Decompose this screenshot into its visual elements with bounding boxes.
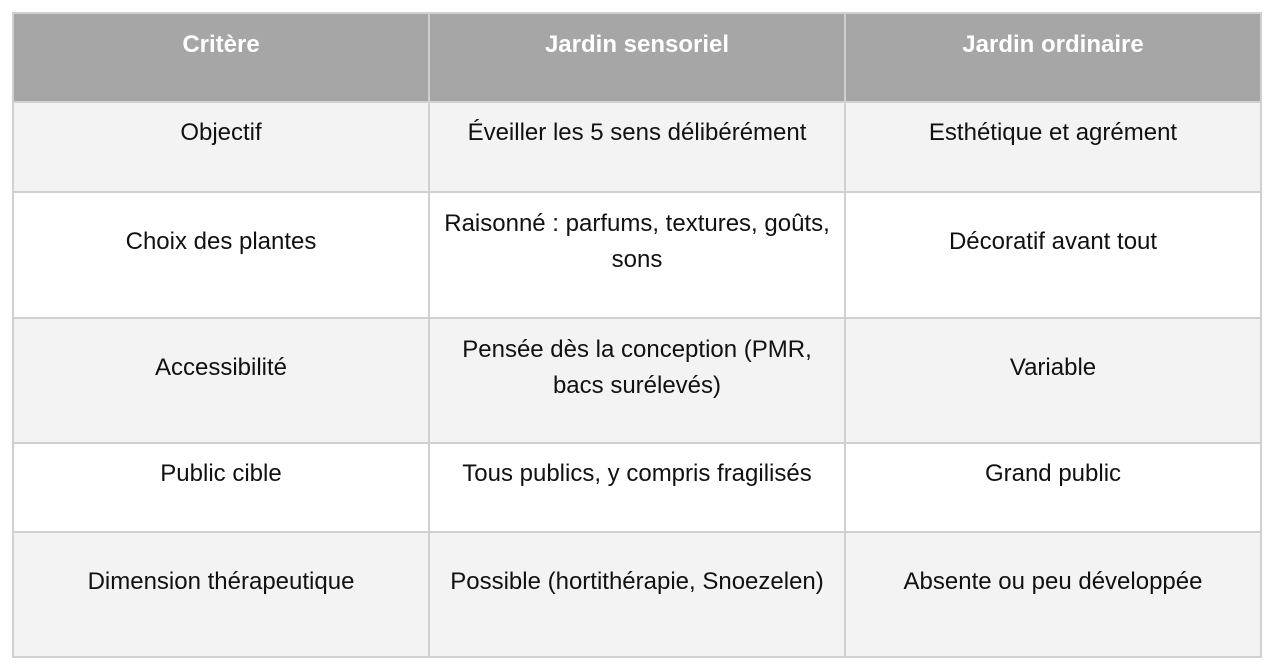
header-sensory-garden: Jardin sensoriel xyxy=(429,13,845,102)
table-row xyxy=(13,532,1261,657)
comparison-table-container xyxy=(12,12,1260,658)
cell-sensory-garden: Pensée dès la conception (PMR, bacs surélevés) xyxy=(429,318,845,443)
cell-sensory-garden: Tous publics, y compris fragilisés xyxy=(429,443,845,532)
table-row xyxy=(13,102,1261,192)
header-row xyxy=(13,13,1261,102)
table-header xyxy=(13,13,1261,102)
cell-sensory-garden: Possible (hortithérapie, Snoezelen) xyxy=(429,532,845,657)
table-row xyxy=(13,192,1261,318)
comparison-table xyxy=(12,12,1262,658)
cell-ordinary-garden: Grand public xyxy=(845,443,1261,532)
cell-ordinary-garden: Esthétique et agrément xyxy=(845,102,1261,192)
table-row xyxy=(13,318,1261,443)
cell-criterion: Public cible xyxy=(13,443,429,532)
cell-sensory-garden: Raisonné : parfums, textures, goûts, sons xyxy=(429,192,845,318)
cell-criterion: Objectif xyxy=(13,102,429,192)
table-body xyxy=(13,102,1261,657)
table-row xyxy=(13,443,1261,532)
cell-criterion: Choix des plantes xyxy=(13,192,429,318)
cell-ordinary-garden: Variable xyxy=(845,318,1261,443)
cell-criterion: Accessibilité xyxy=(13,318,429,443)
cell-criterion: Dimension thérapeutique xyxy=(13,532,429,657)
header-criterion: Critère xyxy=(13,13,429,102)
cell-ordinary-garden: Décoratif avant tout xyxy=(845,192,1261,318)
cell-ordinary-garden: Absente ou peu développée xyxy=(845,532,1261,657)
header-ordinary-garden: Jardin ordinaire xyxy=(845,13,1261,102)
cell-sensory-garden: Éveiller les 5 sens délibérément xyxy=(429,102,845,192)
